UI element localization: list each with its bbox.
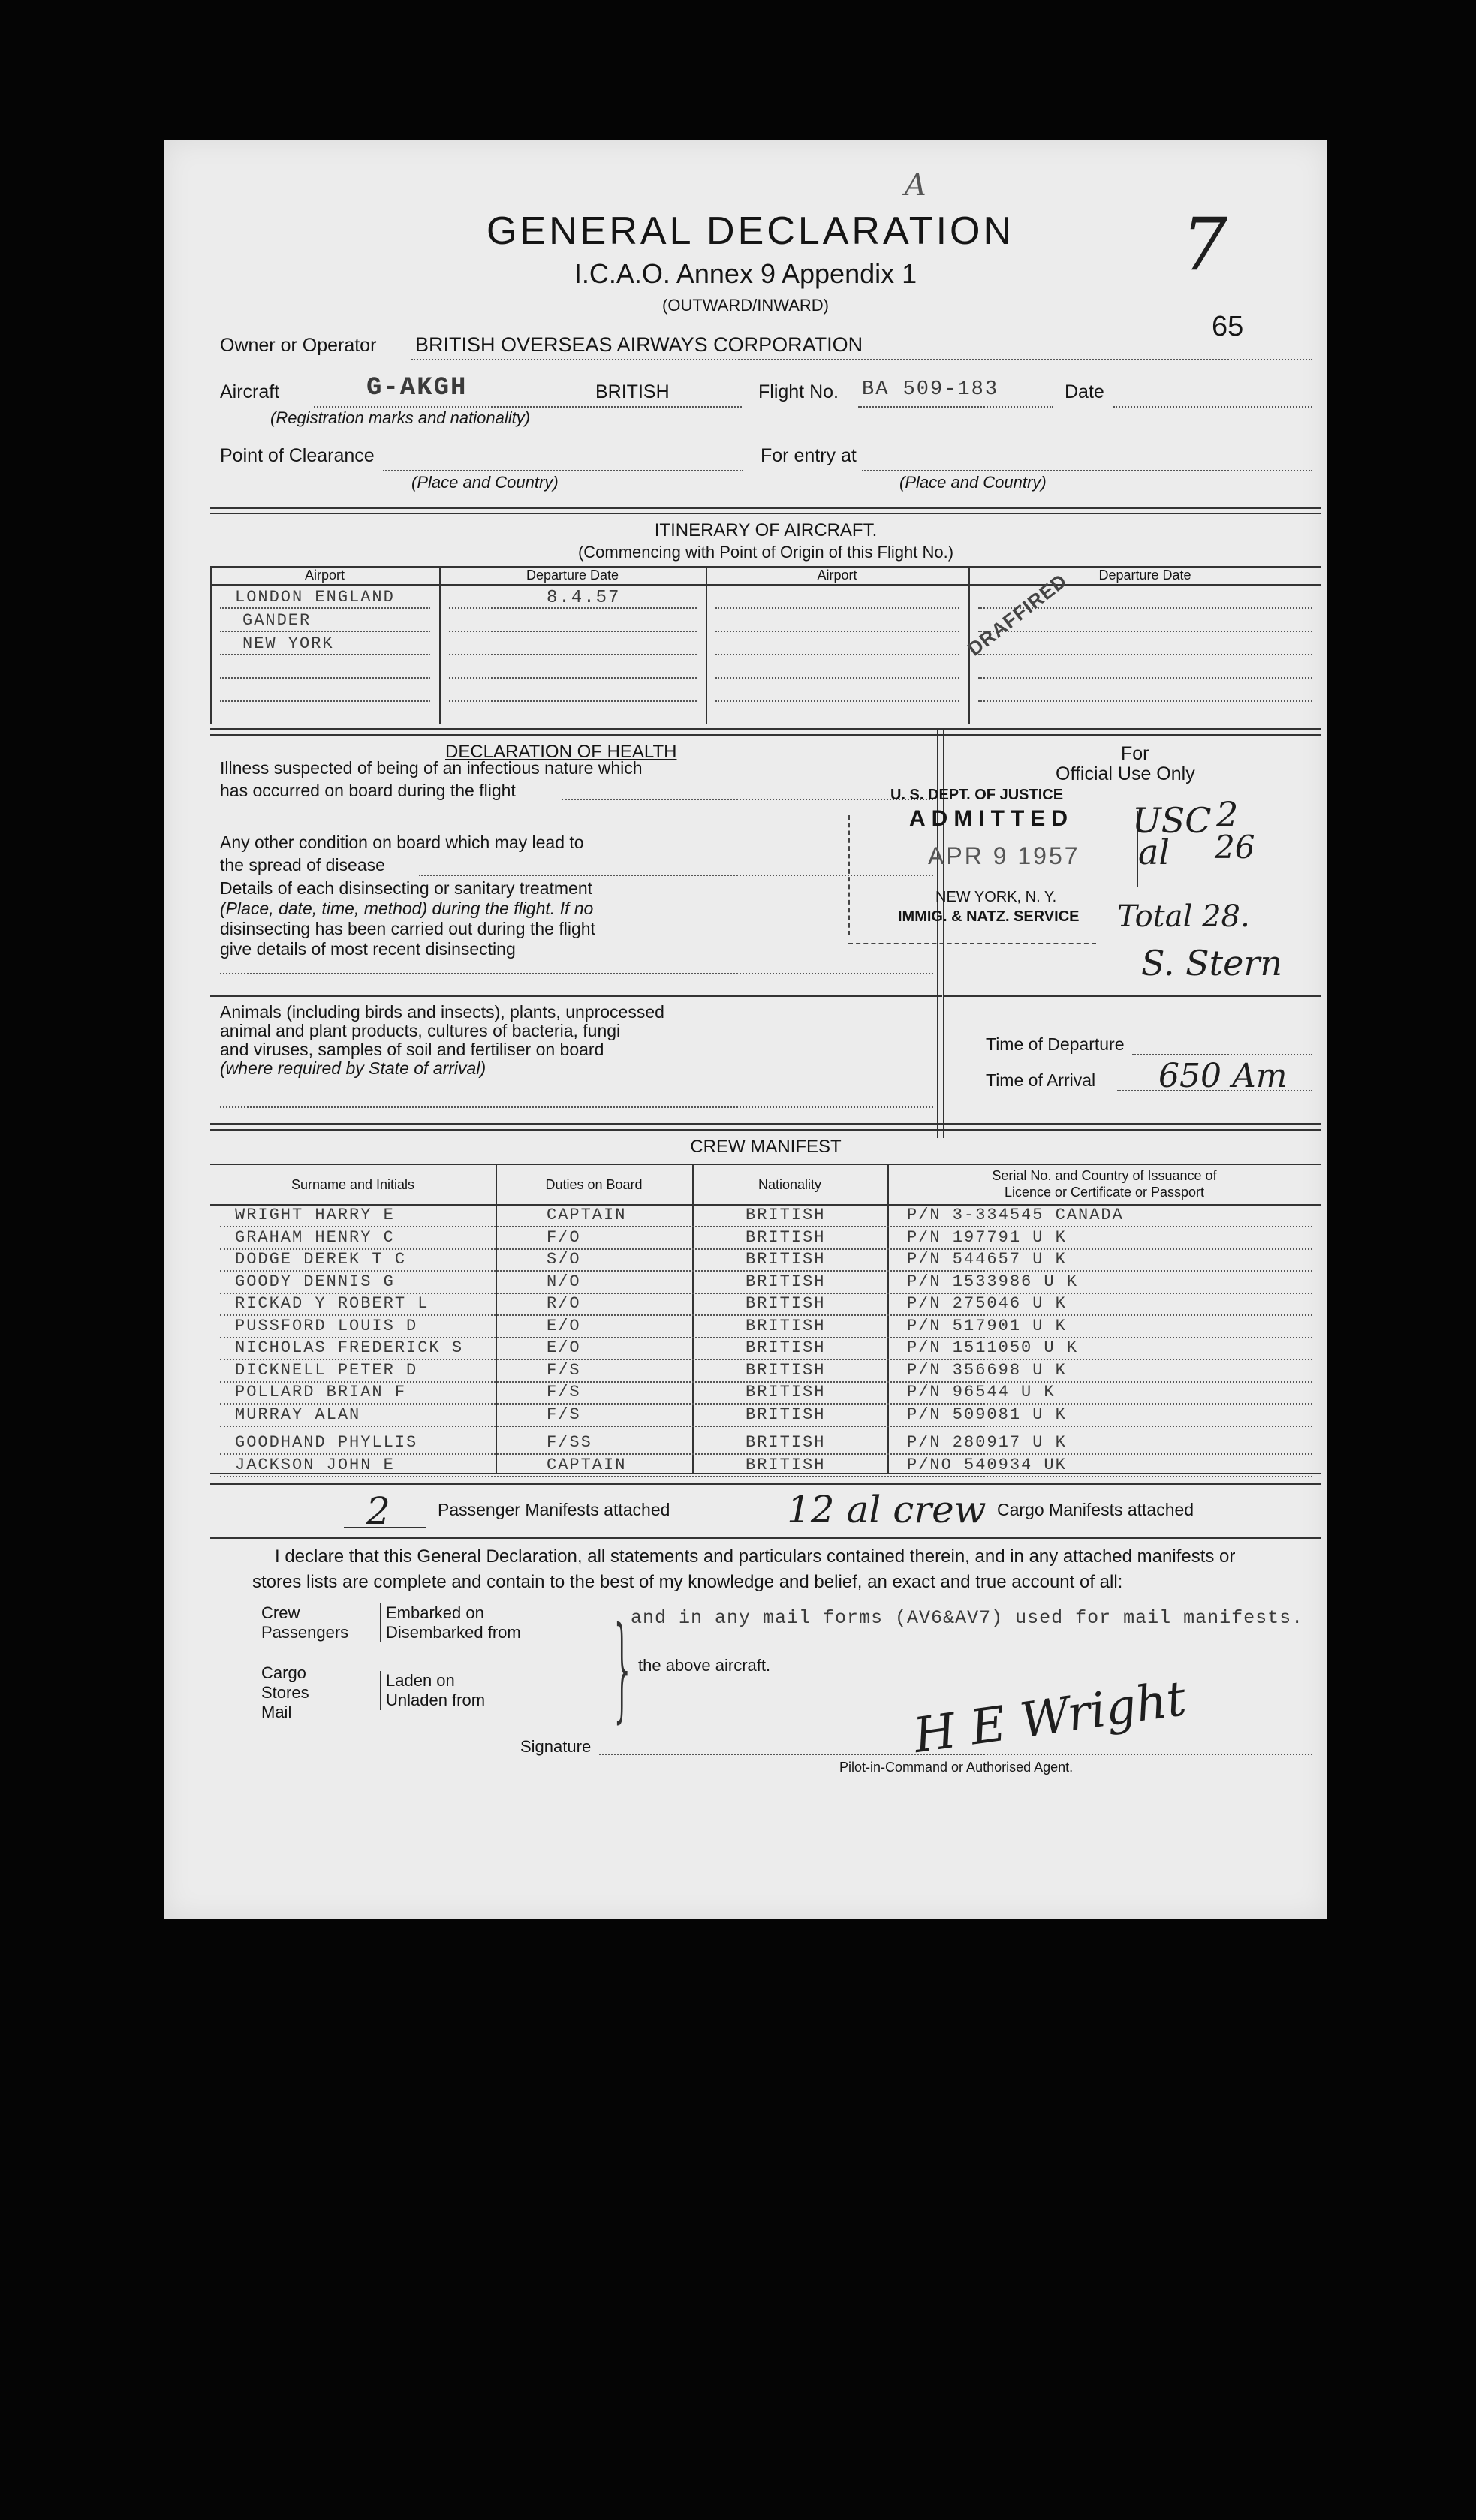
row-line xyxy=(449,654,697,655)
clearance-note: (Place and Country) xyxy=(411,473,559,492)
crew-duty: F/S xyxy=(547,1383,581,1402)
itinerary-airport-1: LONDON ENGLAND xyxy=(235,588,395,607)
crew-serial: P/N 197791 U K xyxy=(907,1227,1067,1247)
crew-serial: P/N 1533986 U K xyxy=(907,1272,1079,1291)
note-al: al xyxy=(1138,832,1170,872)
declaration-line-1: I declare that this General Declaration, all statements and particulars contained therein, and in any attached manifests or xyxy=(275,1546,1236,1567)
crew-duty: E/O xyxy=(547,1338,581,1357)
crew-passengers-label: Crew Passengers xyxy=(261,1603,349,1642)
flight-number: BA 509-183 xyxy=(862,378,999,401)
rule xyxy=(210,734,1321,736)
crew-nationality: BRITISH xyxy=(746,1360,826,1380)
crew-duty: CAPTAIN xyxy=(547,1206,627,1224)
itinerary-header-departure-2: Departure Date xyxy=(1098,568,1191,583)
crew-title: CREW MANIFEST xyxy=(690,1137,842,1157)
row-line xyxy=(978,631,1312,632)
crew-duty: F/SS xyxy=(547,1433,592,1452)
entry-note: (Place and Country) xyxy=(899,473,1047,492)
crew-header-nationality: Nationality xyxy=(758,1177,822,1192)
crew-nationality: BRITISH xyxy=(746,1405,826,1424)
time-arrival-label: Time of Arrival xyxy=(986,1070,1096,1090)
crew-name: DICKNELL PETER D xyxy=(235,1360,418,1380)
crew-duty: F/S xyxy=(547,1360,581,1380)
typed-note: and in any mail forms (AV6&AV7) used for mail manifests. xyxy=(631,1607,1304,1629)
health-q3-line xyxy=(220,973,933,974)
health-q3: Details of each disinsecting or sanitary treatment (Place, date, time, method) during the flight. If no disinsecting has been carried out during the flight give details of most recent disinsecting xyxy=(220,878,595,959)
crew-duty: R/O xyxy=(547,1294,581,1313)
crew-name: GRAHAM HENRY C xyxy=(235,1227,395,1247)
itinerary-header-airport-2: Airport xyxy=(817,568,857,583)
date-label: Date xyxy=(1065,381,1104,402)
crew-duty: E/O xyxy=(547,1316,581,1335)
crew-serial: P/N 517901 U K xyxy=(907,1316,1067,1335)
itinerary-airport-3: NEW YORK xyxy=(242,634,334,653)
row-line xyxy=(220,677,430,679)
crew-row-line xyxy=(220,1476,1312,1477)
form-title: GENERAL DECLARATION xyxy=(486,209,1015,253)
crew-name: WRIGHT HARRY E xyxy=(235,1206,395,1224)
laden-label: Laden on Unladen from xyxy=(380,1671,485,1710)
operator-line xyxy=(411,359,1312,360)
row-line xyxy=(715,607,959,609)
corner-mark: A xyxy=(905,168,926,203)
rule xyxy=(210,507,1321,509)
itinerary-subtitle: (Commencing with Point of Origin of this Flight No.) xyxy=(577,543,954,562)
aircraft-nationality: BRITISH xyxy=(595,381,670,402)
row-line xyxy=(220,700,430,702)
crew-duty: N/O xyxy=(547,1272,581,1291)
brace: } xyxy=(610,1603,636,1734)
crew-name: JACKSON JOHN E xyxy=(235,1455,395,1474)
above-aircraft: the above aircraft. xyxy=(638,1656,771,1675)
aircraft-line xyxy=(314,406,742,408)
direction-note: (OUTWARD/INWARD) xyxy=(662,296,829,315)
operator-value: BRITISH OVERSEAS AIRWAYS CORPORATION xyxy=(415,333,863,356)
itinerary-airport-2: GANDER xyxy=(242,611,312,630)
aircraft-registration: G-AKGH xyxy=(366,374,468,402)
crew-name: MURRAY ALAN xyxy=(235,1405,361,1424)
operator-label: Owner or Operator xyxy=(220,335,377,356)
date-line xyxy=(1113,406,1312,408)
itinerary-title: ITINERARY OF AIRCRAFT. xyxy=(654,520,878,540)
rule xyxy=(210,513,1321,514)
itinerary-header-airport: Airport xyxy=(304,568,345,583)
crew-nationality: BRITISH xyxy=(746,1294,826,1313)
crew-name: DODGE DEREK T C xyxy=(235,1250,407,1269)
crew-name: NICHOLAS FREDERICK S xyxy=(235,1338,464,1357)
note-usc-number: 2 xyxy=(1216,794,1239,835)
time-arrival-line xyxy=(1117,1090,1312,1091)
rule xyxy=(210,728,1321,730)
grid-line xyxy=(210,566,212,724)
itinerary-stamp: DRAFFIRED xyxy=(963,568,1071,661)
clearance-line xyxy=(383,470,743,471)
flight-line xyxy=(858,406,1053,408)
crew-nationality: BRITISH xyxy=(746,1316,826,1335)
rule xyxy=(210,995,942,997)
health-q4: Animals (including birds and insects), plants, unprocessed animal and plant products, cultures of bacteria, fungi and viruses, samples of soil and fertiliser on board (where required by State of arrival) xyxy=(220,1002,664,1078)
note-usc: USC xyxy=(1132,800,1212,841)
grid-line xyxy=(706,566,707,724)
crew-note: 12 al crew xyxy=(787,1488,987,1531)
official-for: For xyxy=(1121,743,1149,764)
crew-header-serial-2: Licence or Certificate or Passport xyxy=(1004,1185,1205,1200)
row-line xyxy=(978,700,1312,702)
row-line xyxy=(715,654,959,655)
signer-label: Pilot-in-Command or Authorised Agent. xyxy=(839,1760,1074,1775)
crew-header-serial: Serial No. and Country of Issuance of xyxy=(992,1168,1217,1183)
crew-nationality: BRITISH xyxy=(746,1338,826,1357)
rule xyxy=(944,995,1321,997)
health-q4-line xyxy=(220,1106,933,1108)
health-q1: Illness suspected of being of an infectious nature which has occurred on board during the flight xyxy=(220,758,643,800)
grid-line xyxy=(439,566,441,724)
time-departure-line xyxy=(1132,1054,1312,1055)
crew-duty: F/S xyxy=(547,1405,581,1424)
rule xyxy=(210,1483,1321,1485)
health-q2: Any other condition on board which may lead to the spread of disease xyxy=(220,832,584,875)
crew-serial: P/N 509081 U K xyxy=(907,1405,1067,1424)
passenger-count: 2 xyxy=(366,1489,390,1533)
crew-nationality: BRITISH xyxy=(746,1383,826,1402)
row-line xyxy=(220,631,430,632)
rule xyxy=(210,1164,1321,1165)
row-line xyxy=(449,631,697,632)
crew-name: GOODHAND PHYLLIS xyxy=(235,1433,418,1452)
rule xyxy=(210,1537,1321,1539)
handwritten-number: 7 xyxy=(1182,203,1228,287)
declaration-form xyxy=(164,140,1327,1919)
itinerary-date-1: 8.4.57 xyxy=(547,588,621,608)
crew-serial: P/N 356698 U K xyxy=(907,1360,1067,1380)
signature: H E Wright xyxy=(910,1670,1190,1765)
crew-serial: P/N 544657 U K xyxy=(907,1250,1067,1269)
cargo-label: Cargo Manifests attached xyxy=(997,1500,1194,1519)
crew-serial: P/N 3-334545 CANADA xyxy=(907,1206,1124,1224)
clearance-label: Point of Clearance xyxy=(220,445,375,466)
row-line xyxy=(978,677,1312,679)
crew-header-duty: Duties on Board xyxy=(545,1177,643,1192)
row-line xyxy=(220,654,430,655)
crew-nationality: BRITISH xyxy=(746,1250,826,1269)
crew-duty: S/O xyxy=(547,1250,581,1269)
cargo-stores-mail-label: Cargo Stores Mail xyxy=(261,1663,309,1721)
crew-duty: CAPTAIN xyxy=(547,1455,627,1474)
itinerary-header-departure: Departure Date xyxy=(526,568,619,583)
declaration-line-2: stores lists are complete and contain to the best of my knowledge and belief, an exact and true account of all: xyxy=(252,1572,1123,1592)
passenger-count-line xyxy=(344,1527,426,1528)
signature-label: Signature xyxy=(520,1737,592,1756)
rule xyxy=(210,584,1321,586)
crew-name: GOODY DENNIS G xyxy=(235,1272,395,1291)
row-line xyxy=(449,677,697,679)
embarked-label: Embarked on Disembarked from xyxy=(380,1603,521,1642)
crew-row-line xyxy=(220,1426,1312,1427)
note-signature: S. Stern xyxy=(1141,943,1282,983)
row-line xyxy=(978,654,1312,655)
rule xyxy=(210,1123,1321,1125)
crew-serial: P/N 280917 U K xyxy=(907,1433,1067,1452)
crew-serial: P/N 275046 U K xyxy=(907,1294,1067,1313)
crew-serial: P/N 96544 U K xyxy=(907,1383,1056,1402)
aircraft-label: Aircraft xyxy=(220,381,280,402)
form-subtitle: I.C.A.O. Annex 9 Appendix 1 xyxy=(574,258,917,289)
crew-nationality: BRITISH xyxy=(746,1433,826,1452)
crew-serial: P/N 1511050 U K xyxy=(907,1338,1079,1357)
crew-header-name: Surname and Initials xyxy=(291,1177,415,1192)
health-title: DECLARATION OF HEALTH xyxy=(445,742,677,762)
time-arrival-value: 650 Am xyxy=(1158,1057,1288,1095)
official-use-label: Official Use Only xyxy=(1056,763,1195,784)
row-line xyxy=(220,607,430,609)
crew-name: PUSSFORD LOUIS D xyxy=(235,1316,418,1335)
crew-nationality: BRITISH xyxy=(746,1455,826,1474)
crew-nationality: BRITISH xyxy=(746,1272,826,1291)
row-line xyxy=(715,631,959,632)
crew-name: POLLARD BRIAN F xyxy=(235,1383,407,1402)
crew-name: RICKAD Y ROBERT L xyxy=(235,1294,429,1313)
passenger-label: Passenger Manifests attached xyxy=(438,1500,670,1519)
page-number: 65 xyxy=(1212,311,1244,342)
row-line xyxy=(449,700,697,702)
stamp-border xyxy=(848,815,850,935)
note-al-number: 26 xyxy=(1215,829,1255,866)
registration-note: (Registration marks and nationality) xyxy=(270,408,531,427)
crew-duty: F/O xyxy=(547,1227,581,1247)
flight-label: Flight No. xyxy=(758,381,839,402)
entry-line xyxy=(862,470,1312,471)
crew-nationality: BRITISH xyxy=(746,1206,826,1224)
entry-label: For entry at xyxy=(761,445,857,466)
crew-serial: P/NO 540934 UK xyxy=(907,1455,1067,1474)
admitted-stamp: U. S. DEPT. OF JUSTICE ADMITTED APR 9 1957 NEW YORK, N. Y. IMMIG. & NATZ. SERVICE xyxy=(890,787,1080,925)
crew-nationality: BRITISH xyxy=(746,1227,826,1247)
row-line xyxy=(715,700,959,702)
row-line xyxy=(715,677,959,679)
stamp-border xyxy=(848,943,1096,944)
rule xyxy=(210,1129,1321,1131)
note-total: Total 28. xyxy=(1117,899,1250,934)
time-departure-label: Time of Departure xyxy=(986,1034,1125,1054)
